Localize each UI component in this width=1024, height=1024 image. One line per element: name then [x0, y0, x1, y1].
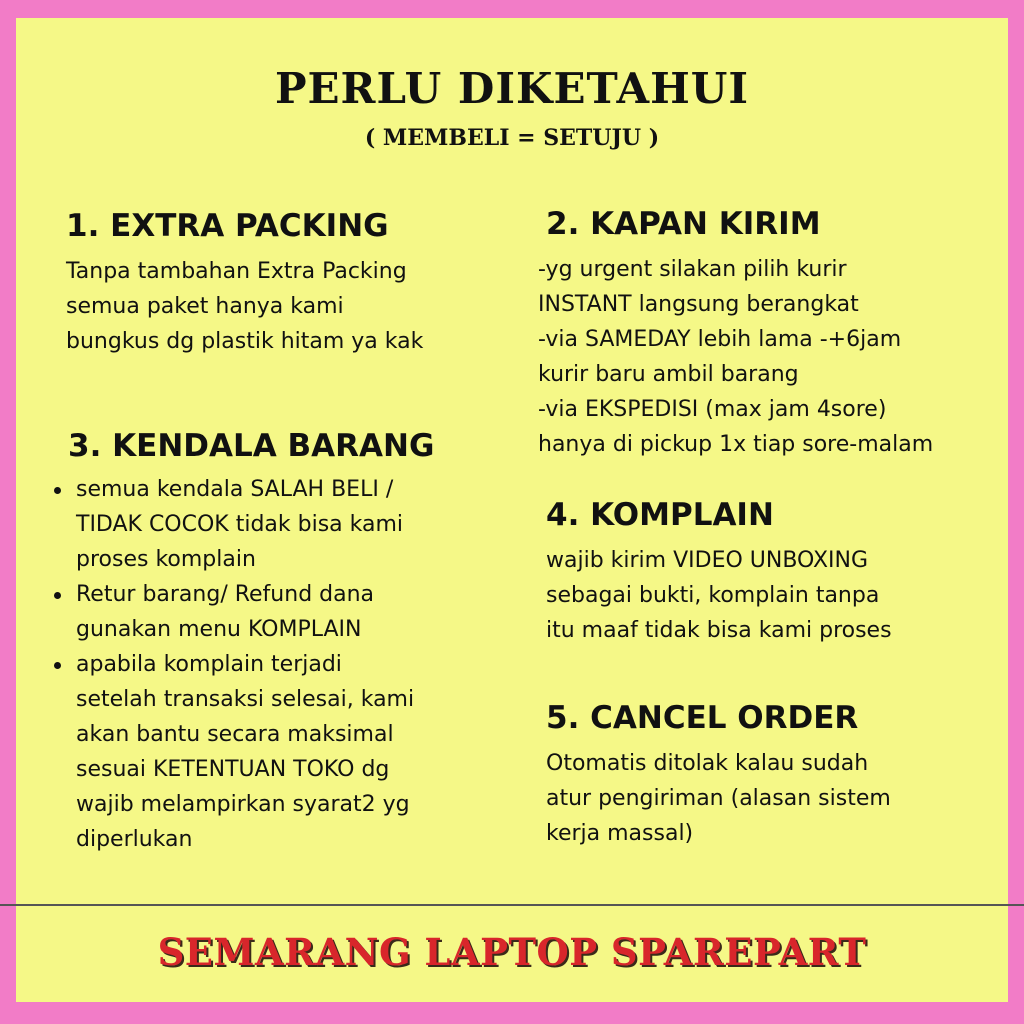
- list-item-line: setelah transaksi selesai, kami: [76, 687, 415, 712]
- section-line: kerja massal): [546, 821, 694, 846]
- section-heading: 2. KAPAN KIRIM: [546, 206, 821, 242]
- section-extra-packing: [66, 208, 506, 359]
- section-line: -yg urgent silakan pilih kurir: [538, 257, 847, 282]
- section-heading: 3. KENDALA BARANG: [68, 428, 435, 464]
- section-heading: 4. KOMPLAIN: [546, 497, 774, 533]
- list-item-line: semua kendala SALAH BELI /: [76, 477, 394, 502]
- section-line: Tanpa tambahan Extra Packing: [66, 259, 407, 284]
- list-item-line: apabila komplain terjadi: [76, 652, 342, 677]
- section-heading: 1. EXTRA PACKING: [66, 208, 389, 244]
- section-cancel-order: [546, 700, 1006, 851]
- list-item-line: sesuai KETENTUAN TOKO dg: [76, 757, 390, 782]
- list-item: [50, 472, 520, 577]
- section-line: -via SAMEDAY lebih lama -+6jam: [538, 327, 902, 352]
- list-item-line: Retur barang/ Refund dana: [76, 582, 375, 607]
- section-line: bungkus dg plastik hitam ya kak: [66, 329, 424, 354]
- section-line: itu maaf tidak bisa kami proses: [546, 618, 892, 643]
- section-kapan-kirim: [538, 206, 1008, 462]
- section-line: INSTANT langsung berangkat: [538, 292, 859, 317]
- section-line: atur pengiriman (alasan sistem: [546, 786, 891, 811]
- list-item-line: TIDAK COCOK tidak bisa kami: [76, 512, 404, 537]
- list-item-line: akan bantu secara maksimal: [76, 722, 394, 747]
- section-line: Otomatis ditolak kalau sudah: [546, 751, 869, 776]
- footer-divider: [0, 904, 1024, 906]
- section-line: -via EKSPEDISI (max jam 4sore): [538, 397, 887, 422]
- page-title: PERLU DIKETAHUI: [274, 64, 750, 113]
- list-item-line: wajib melampirkan syarat2 yg: [76, 792, 410, 817]
- page-subtitle: ( MEMBELI = SETUJU ): [364, 125, 660, 151]
- list-item: [50, 647, 520, 857]
- bullet-list: [50, 472, 520, 857]
- section-line: sebagai bukti, komplain tanpa: [546, 583, 880, 608]
- list-item-line: gunakan menu KOMPLAIN: [76, 617, 362, 642]
- list-item-line: diperlukan: [76, 827, 193, 852]
- section-komplain: [546, 497, 1006, 648]
- section-line: semua paket hanya kami: [66, 294, 344, 319]
- list-item: [50, 577, 520, 647]
- list-item-line: proses komplain: [76, 547, 256, 572]
- section-line: kurir baru ambil barang: [538, 362, 799, 387]
- section-line: hanya di pickup 1x tiap sore-malam: [538, 432, 934, 457]
- section-line: wajib kirim VIDEO UNBOXING: [546, 548, 869, 573]
- section-kendala-barang: [50, 428, 520, 857]
- section-heading: 5. CANCEL ORDER: [546, 700, 859, 736]
- footer-brand: SEMARANG LAPTOP SPAREPART: [157, 930, 867, 974]
